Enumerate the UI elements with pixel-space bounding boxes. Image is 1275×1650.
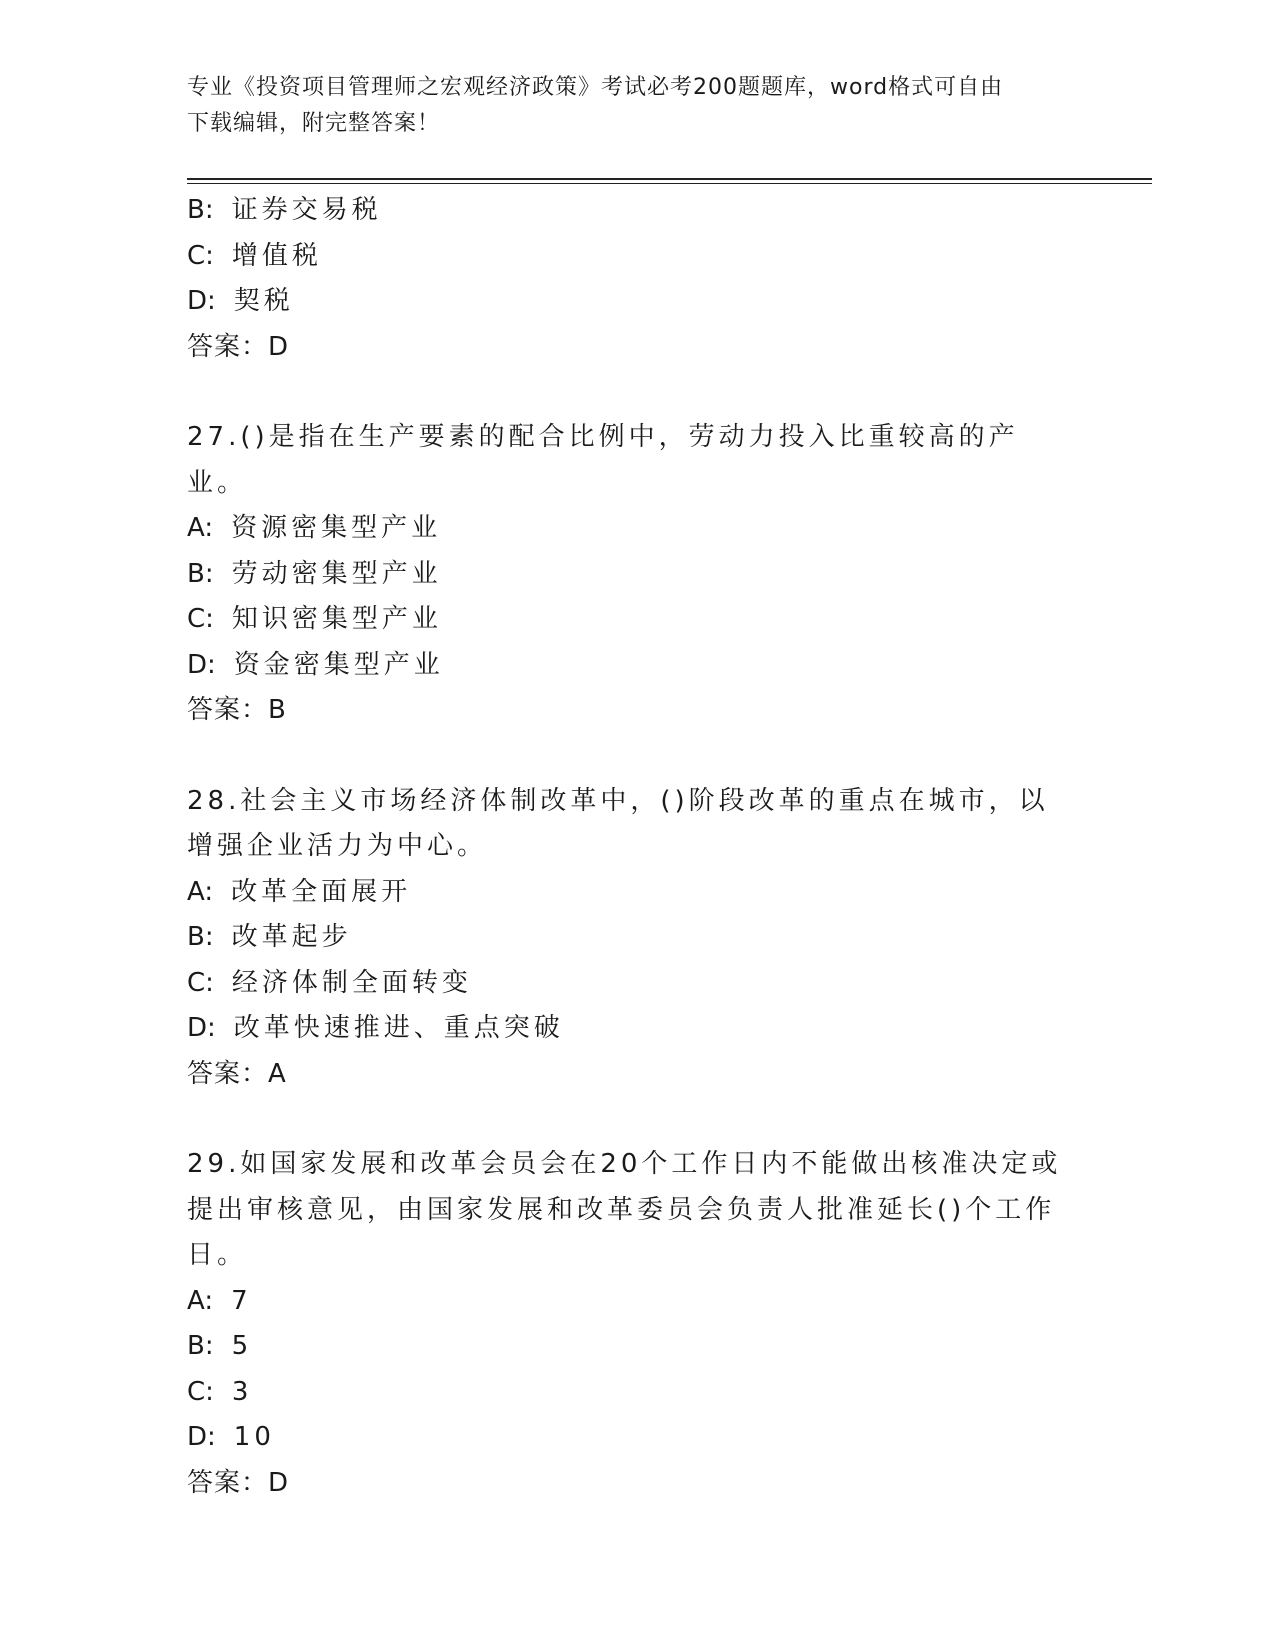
option-d: D: 资金密集型产业 [187, 649, 444, 680]
option-b: B: 5 [187, 1331, 253, 1361]
header-rule-thin [187, 183, 1152, 184]
option-b: B: 改革起步 [187, 922, 352, 952]
option-c: C: 经济体制全面转变 [187, 967, 472, 998]
option-b: B: 劳动密集型产业 [187, 558, 442, 589]
option-d: D: 10 [187, 1422, 275, 1452]
option-c: C: 增值税 [187, 240, 322, 271]
option-b: B: 证券交易税 [187, 195, 382, 225]
question-list [187, 188, 1087, 1506]
option-a: A: 7 [187, 1285, 252, 1316]
question-stem: 29.如国家发展和改革会员会在20个工作日内不能做出核准决定或提出审核意见，由国家发展和改革委员会负责人批准延长()个工作日。 [187, 1149, 1062, 1270]
answer-line: 答案：D [187, 1467, 290, 1498]
answer-line: 答案：D [187, 331, 290, 362]
question-27 [187, 415, 1087, 734]
header-line-1: 专业《投资项目管理师之宏观经济政策》考试必考200题题库，word格式可自由 [187, 75, 1004, 100]
question-stem: 27.()是指在生产要素的配合比例中，劳动力投入比重较高的产业。 [187, 422, 1019, 498]
option-c: C: 知识密集型产业 [187, 604, 442, 634]
answer-line: 答案：A [187, 1058, 287, 1089]
question-fragment [187, 188, 1087, 370]
option-d: D: 契税 [187, 286, 294, 316]
question-29 [187, 1142, 1087, 1506]
option-d: D: 改革快速推进、重点突破 [187, 1013, 564, 1043]
option-a: A: 改革全面展开 [187, 876, 412, 907]
header-rule-thick [187, 178, 1152, 180]
question-28 [187, 779, 1087, 1098]
answer-line: 答案：B [187, 695, 287, 725]
header-line-2: 下载编辑，附完整答案！ [187, 111, 441, 136]
question-stem: 28.社会主义市场经济体制改革中，()阶段改革的重点在城市，以增强企业活力为中心。 [187, 785, 1049, 861]
option-a: A: 资源密集型产业 [187, 513, 442, 543]
option-c: C: 3 [187, 1376, 253, 1407]
document-header [187, 70, 1067, 142]
